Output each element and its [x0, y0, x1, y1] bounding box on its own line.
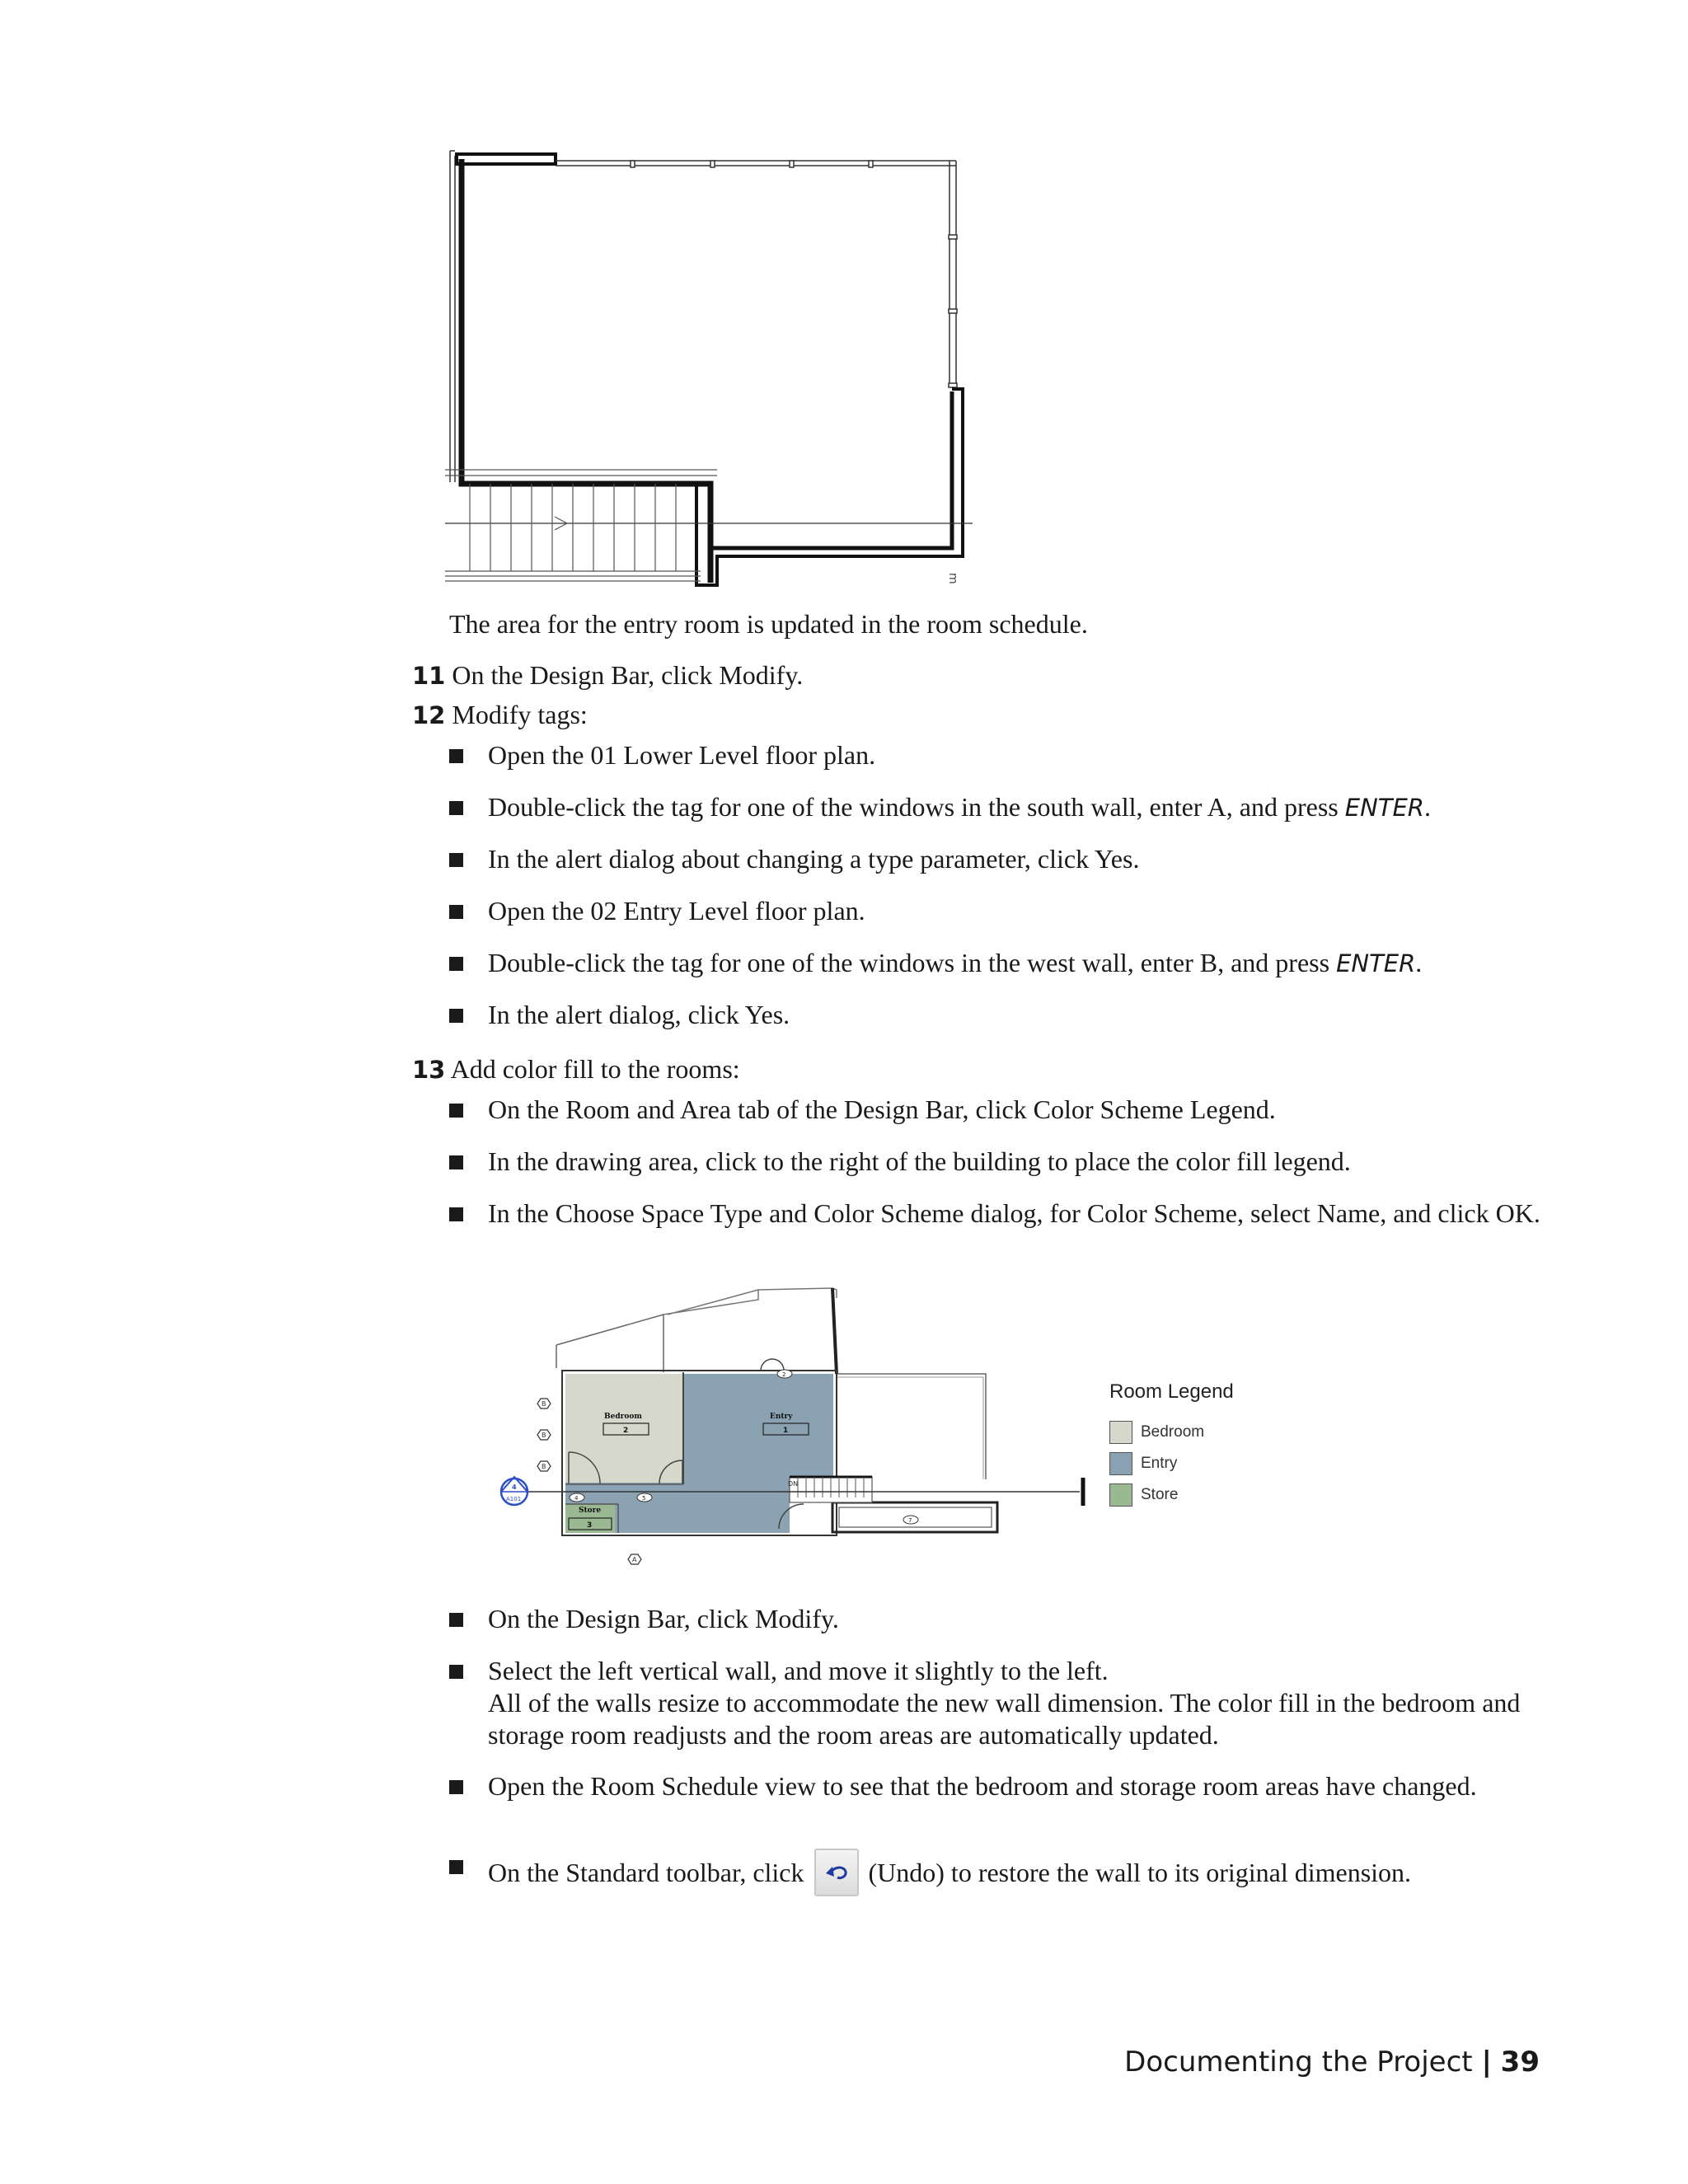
undo-icon: [816, 1850, 857, 1895]
section-marker: [501, 1477, 528, 1505]
bullet-icon: [449, 1780, 463, 1794]
svg-text:1: 1: [783, 1427, 789, 1435]
floor-plan-figure: [445, 144, 989, 589]
legend-item-bedroom: Bedroom: [1109, 1417, 1234, 1448]
room-name-entry: Entry: [770, 1413, 793, 1421]
svg-text:5: 5: [642, 1495, 646, 1502]
legend-swatch: [1109, 1483, 1132, 1507]
svg-text:2: 2: [623, 1427, 629, 1435]
step-number: 12: [412, 701, 446, 729]
room-name-bedroom: Bedroom: [604, 1413, 642, 1421]
bullet-icon: [449, 1155, 463, 1169]
step-13: [412, 1053, 740, 1086]
svg-text:A101: A101: [506, 1496, 522, 1502]
bullet-icon: [449, 1613, 463, 1627]
footer-separator: |: [1481, 2046, 1492, 2079]
svg-text:3: 3: [587, 1521, 593, 1530]
step-text: On the Design Bar, click Modify.: [452, 660, 804, 690]
bullet-icon: [449, 1104, 463, 1118]
undo-button[interactable]: [814, 1849, 859, 1896]
step-number: 11: [412, 662, 446, 690]
legend-item-store: Store: [1109, 1479, 1234, 1511]
svg-text:DN: DN: [788, 1480, 799, 1488]
page-footer: [1124, 2046, 1540, 2079]
bullet-icon: [449, 905, 463, 919]
step-11: [412, 659, 803, 692]
svg-text:B: B: [542, 1463, 546, 1470]
footer-title: Documenting the Project: [1124, 2046, 1473, 2079]
svg-text:B: B: [542, 1432, 546, 1439]
room-name-store: Store: [579, 1507, 602, 1515]
corner-mark: m: [946, 573, 959, 584]
room-legend: [1109, 1380, 1234, 1511]
bullet-icon: [449, 1860, 463, 1874]
svg-text:2: 2: [782, 1371, 786, 1378]
step-text: Modify tags:: [452, 700, 588, 729]
bullet-icon: [449, 749, 463, 763]
svg-text:4: 4: [574, 1495, 579, 1502]
bullet-icon: [449, 801, 463, 815]
bullet-icon: [449, 1009, 463, 1023]
figure1-caption: The area for the entry room is updated in the room schedule.: [449, 609, 1088, 639]
step-12: [412, 699, 588, 732]
bullet-icon: [449, 1207, 463, 1221]
svg-text:7: 7: [908, 1517, 912, 1524]
legend-title: Room Legend: [1109, 1380, 1234, 1403]
bullet-icon: [449, 853, 463, 867]
step-number: 13: [412, 1056, 446, 1084]
bullet-icon: [449, 957, 463, 971]
bullet-icon: [449, 1665, 463, 1679]
page-number: 39: [1500, 2046, 1540, 2079]
legend-swatch: [1109, 1452, 1132, 1475]
step-text: Add color fill to the rooms:: [450, 1054, 740, 1084]
svg-text:B: B: [542, 1400, 546, 1408]
svg-text:4: 4: [512, 1483, 517, 1491]
legend-item-entry: Entry: [1109, 1448, 1234, 1479]
legend-swatch: [1109, 1421, 1132, 1444]
list-item-detail: All of the walls resize to accommodate the new wall dimension. The color fill in the bedroom and storage room readjusts and the room areas are automatically updated.: [488, 1688, 1521, 1750]
svg-text:A: A: [632, 1556, 637, 1563]
